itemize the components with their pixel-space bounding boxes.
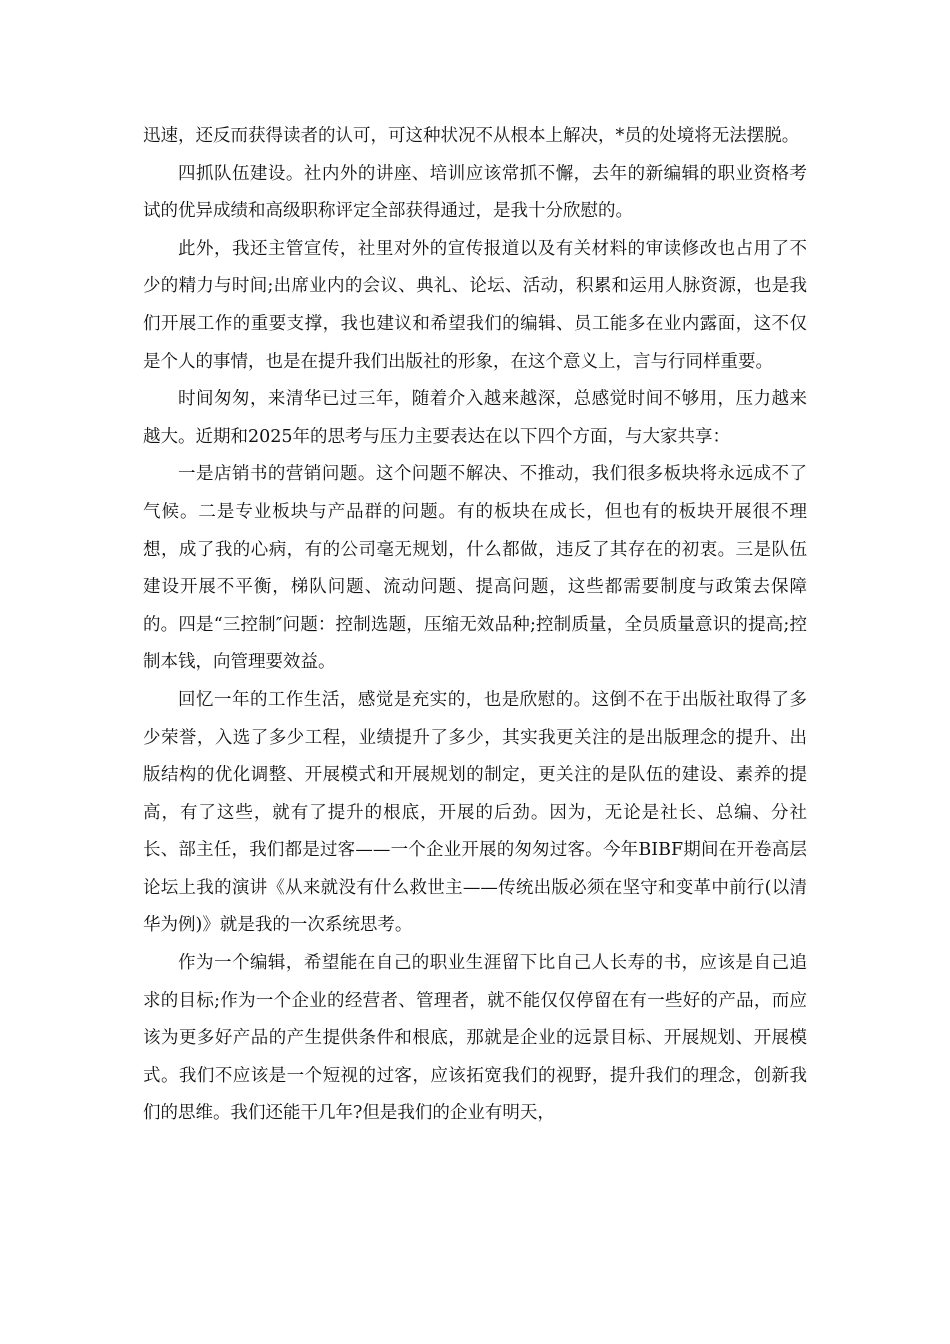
paragraph-four-issues: 一是店销书的营销问题。这个问题不解决、不推动，我们很多板块将永远成不了气候。二是专业板块与产品群的问题。有的板块在成长，但也有的板块开展很不理想，成了我的心病，有的公司毫无规划，什么都做，违反了其存在的初衷。三是队伍建设开展不平衡，梯队问题、流动问题、提高问题，这些都需要制度与政策去保障的。四是“三控制″问题：控制选题，压缩无效品种;控制质量，全员质量意识的提高;控制本钱，向管理要效益。: [143, 464, 807, 673]
paragraph-reflection: 时间匆匆，来清华已过三年，随着介入越来越深，总感觉时间不够用，压力越来越大。近期和2025年的思考与压力主要表达在以下四个方面，与大家共享：: [143, 389, 807, 447]
document-body: [143, 118, 807, 1133]
paragraph-publicity: 此外，我还主管宣传，社里对外的宣传报道以及有关材料的审读修改也占用了不少的精力与时间;出席业内的会议、典礼、论坛、活动，积累和运用人脉资源，也是我们开展工作的重要支撑，我也建议和希望我们的编辑、员工能多在业内露面，这不仅是个人的事情，也是在提升我们出版社的形象，在这个意义上，言与行同样重要。: [143, 238, 807, 372]
paragraph-editor-goals: 作为一个编辑，希望能在自己的职业生涯留下比自己人长寿的书，应该是自己追求的目标;作为一个企业的经营者、管理者，就不能仅仅停留在有一些好的产品，而应该为更多好产品的产生提供条件和根底，那就是企业的远景目标、开展规划、开展模式。我们不应该是一个短视的过客，应该拓宽我们的视野，提升我们的理念，创新我们的思维。我们还能干几年?但是我们的企业有明天，: [143, 953, 807, 1124]
paragraph-continuation: 迅速，还反而获得读者的认可，可这种状况不从根本上解决，*员的处境将无法摆脱。: [143, 126, 800, 146]
paragraph-year-review: 回忆一年的工作生活，感觉是充实的，也是欣慰的。这倒不在于出版社取得了多少荣誉，入选了多少工程，业绩提升了多少，其实我更关注的是出版理念的提升、出版结构的优化调整、开展模式和开展规划的制定，更关注的是队伍的建设、素养的提高，有了这些，就有了提升的根底，开展的后劲。因为，无论是社长、总编、分社长、部主任，我们都是过客——一个企业开展的匆匆过客。今年BIBF期间在开卷高层论坛上我的演讲《从来就没有什么救世主——传统出版必须在坚守和变革中前行(以清华为例)》就是我的一次系统思考。: [143, 689, 807, 936]
paragraph-team-building: 四抓队伍建设。社内外的讲座、培训应该常抓不懈，去年的新编辑的职业资格考试的优异成绩和高级职称评定全部获得通过，是我十分欣慰的。: [143, 163, 807, 222]
